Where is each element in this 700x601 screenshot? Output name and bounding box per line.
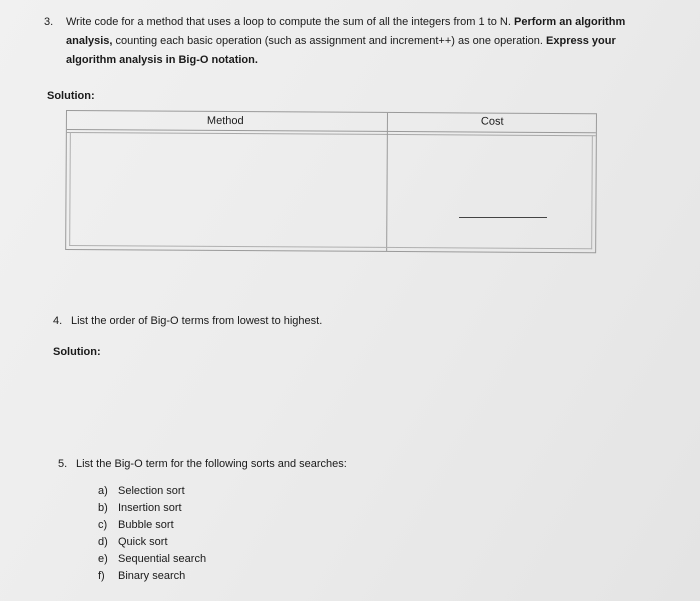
table-inner-bottom — [69, 245, 592, 249]
q3-line1 — [66, 15, 625, 29]
q3-line2-bold: analysis, — [66, 35, 113, 47]
table-col-method: Method — [206, 114, 244, 128]
q3-line1-bold: Perform an algorithm — [513, 16, 626, 28]
q3-line1-text: Write code for a method that uses a loop to compute the sum of all the integers from 1 to N. — [66, 16, 514, 28]
q4-text: List the order of Big-O terms from lowest to highest. — [71, 315, 323, 327]
list-item-label: Binary search — [118, 570, 186, 582]
list-item — [98, 570, 185, 582]
list-item — [98, 536, 168, 548]
q3-line2-bold2: Express your — [546, 35, 616, 47]
method-cost-table — [65, 110, 597, 253]
q3-number: 3. — [44, 16, 54, 28]
q3-line2 — [66, 34, 616, 48]
table-inner-left — [69, 132, 71, 246]
list-item — [98, 519, 174, 531]
list-item-label: Selection sort — [118, 485, 185, 497]
list-item-label: Insertion sort — [118, 502, 182, 514]
list-item-marker: c) — [98, 519, 108, 531]
table-col-cost: Cost — [480, 115, 504, 128]
list-item — [98, 553, 206, 565]
q3-line3: algorithm analysis in Big-O notation. — [66, 54, 258, 66]
table-header-row — [67, 111, 596, 133]
list-item-label: Sequential search — [118, 553, 207, 565]
list-item-label: Bubble sort — [118, 519, 174, 531]
q3-line2-text: counting each basic operation (such as assignment and increment++) as one operation. — [112, 35, 547, 47]
list-item-marker: f) — [98, 570, 105, 582]
list-item-marker: e) — [98, 553, 108, 565]
table-column-divider — [386, 113, 388, 251]
list-item-label: Quick sort — [118, 536, 168, 548]
q5-number: 5. — [58, 458, 68, 470]
q4-solution-label: Solution: — [53, 346, 101, 358]
list-item-marker: b) — [98, 502, 108, 514]
list-item-marker: d) — [98, 536, 108, 548]
cost-answer-blank — [459, 217, 547, 218]
q5-text: List the Big-O term for the following sorts and searches: — [76, 458, 347, 470]
list-item — [98, 485, 185, 497]
list-item-marker: a) — [98, 485, 108, 497]
list-item — [98, 502, 182, 514]
table-inner-right — [591, 135, 593, 249]
q4-number: 4. — [53, 315, 63, 327]
q3-solution-label: Solution: — [47, 90, 95, 102]
